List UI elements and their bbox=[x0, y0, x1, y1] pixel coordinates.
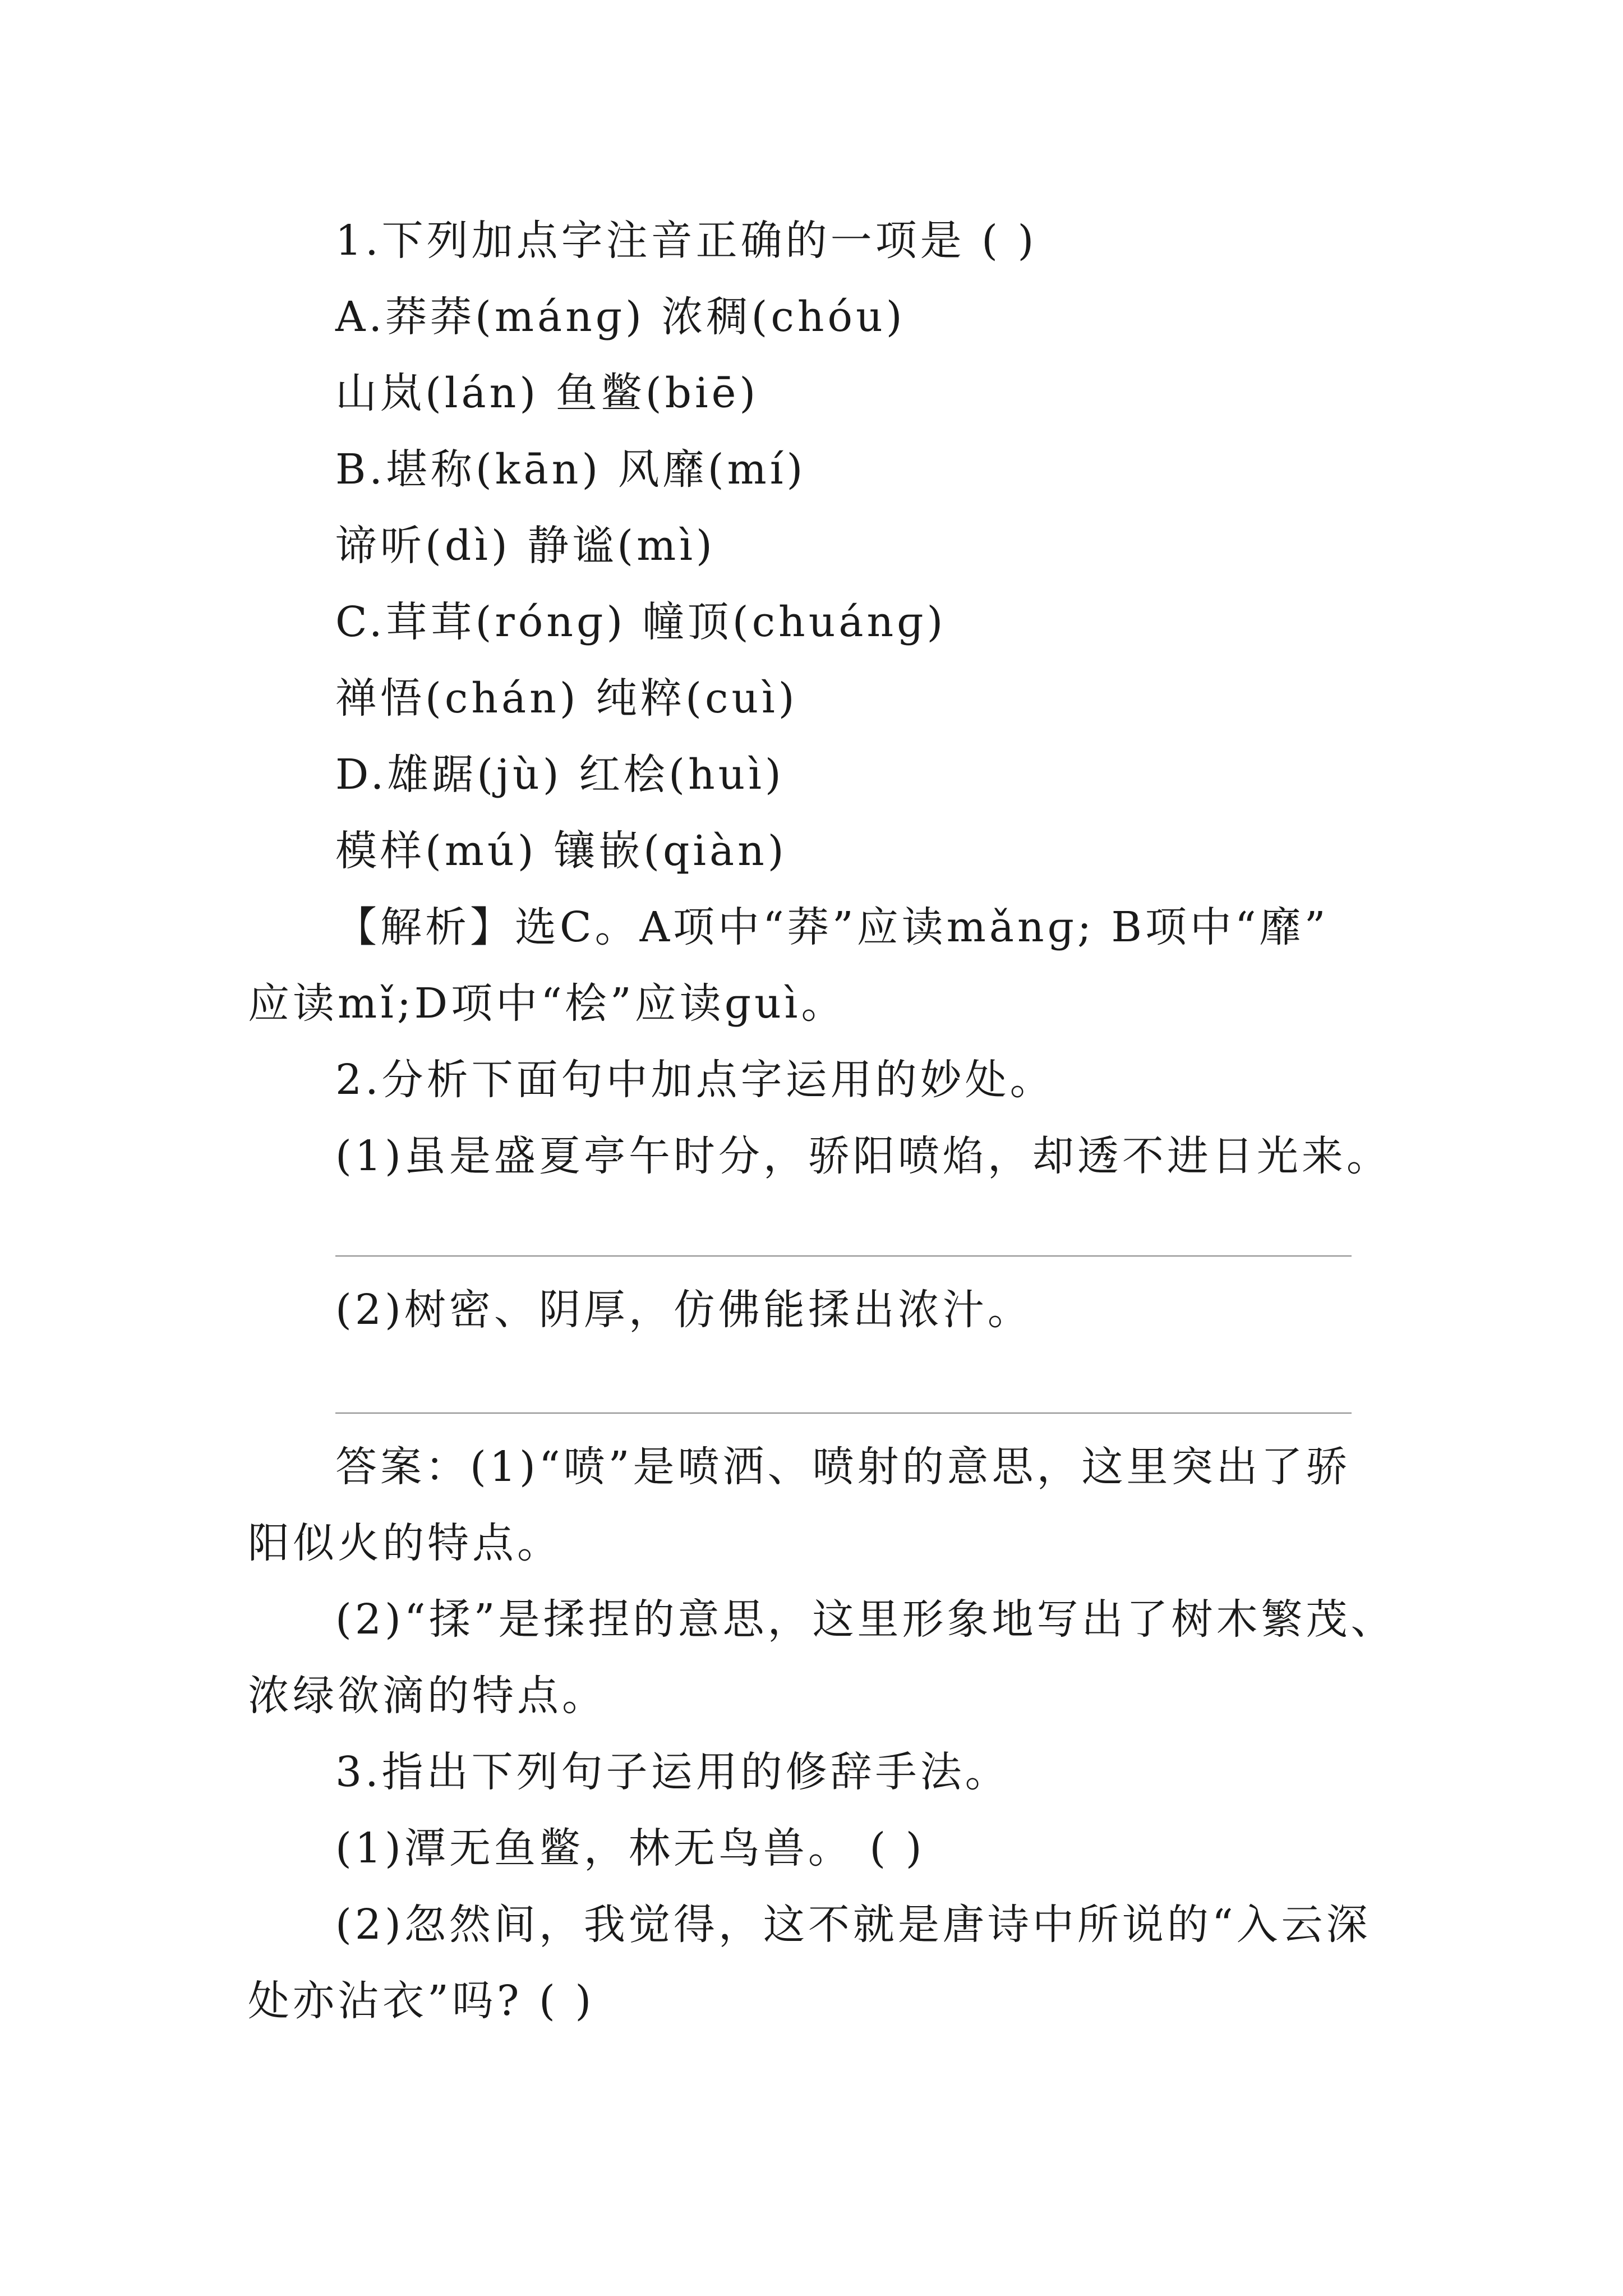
q1-option-b-line1: B.堪称(kān) 风靡(mí) bbox=[335, 445, 806, 494]
q1-option-c-line1: C.茸茸(rónɡ) 幢顶(chuánɡ) bbox=[335, 598, 947, 646]
q2-answer1-line2: 阳似火的特点。 bbox=[248, 1519, 562, 1567]
q2-answer2-line2: 浓绿欲滴的特点。 bbox=[248, 1672, 607, 1720]
q1-option-c-line2: 禅悟(chán) 纯粹(cuì) bbox=[335, 674, 798, 723]
q1-option-d-line1: D.雄踞(jù) 红桧(huì) bbox=[335, 751, 785, 799]
q2-answer1-line1: 答案：(1)“喷”是喷洒、喷射的意思，这里突出了骄 bbox=[335, 1443, 1351, 1491]
q2-stem: 2.分析下面句中加点字运用的妙处。 bbox=[335, 1056, 1055, 1104]
q1-option-b-line2: 谛听(dì) 静谧(mì) bbox=[335, 522, 716, 570]
q1-option-a-line1: A.莽莽(mánɡ) 浓稠(chóu) bbox=[335, 293, 906, 341]
q3-stem: 3.指出下列句子运用的修辞手法。 bbox=[335, 1748, 1010, 1796]
q1-analysis-line1: 【解析】选C。A项中“莽”应读mǎnɡ; B项中“靡” bbox=[335, 903, 1329, 951]
q3-sub2-line2: 处亦沾衣”吗? ( ) bbox=[248, 1977, 595, 2025]
q1-analysis-line2: 应读mǐ;D项中“桧”应读ɡuì。 bbox=[248, 979, 846, 1028]
answer-line-2 bbox=[335, 1412, 1352, 1414]
q1-stem: 1.下列加点字注音正确的一项是 ( ) bbox=[335, 217, 1038, 265]
q2-sub1: (1)虽是盛夏亭午时分，骄阳喷焰，却透不进日光来。 bbox=[335, 1132, 1391, 1180]
q2-sub2: (2)树密、阴厚，仿佛能揉出浓汁。 bbox=[335, 1286, 1032, 1334]
q1-option-d-line2: 模样(mú) 镶嵌(qiàn) bbox=[335, 827, 787, 875]
answer-line-1 bbox=[335, 1255, 1352, 1257]
q3-sub1: (1)潭无鱼鳖，林无鸟兽。 ( ) bbox=[335, 1824, 925, 1872]
q2-answer2-line1: (2)“揉”是揉捏的意思，这里形象地写出了树木繁茂、 bbox=[335, 1595, 1396, 1644]
q3-sub2-line1: (2)忽然间，我觉得，这不就是唐诗中所说的“入云深 bbox=[335, 1901, 1371, 1949]
q1-option-a-line2: 山岚(lán) 鱼鳖(biē) bbox=[335, 369, 759, 417]
